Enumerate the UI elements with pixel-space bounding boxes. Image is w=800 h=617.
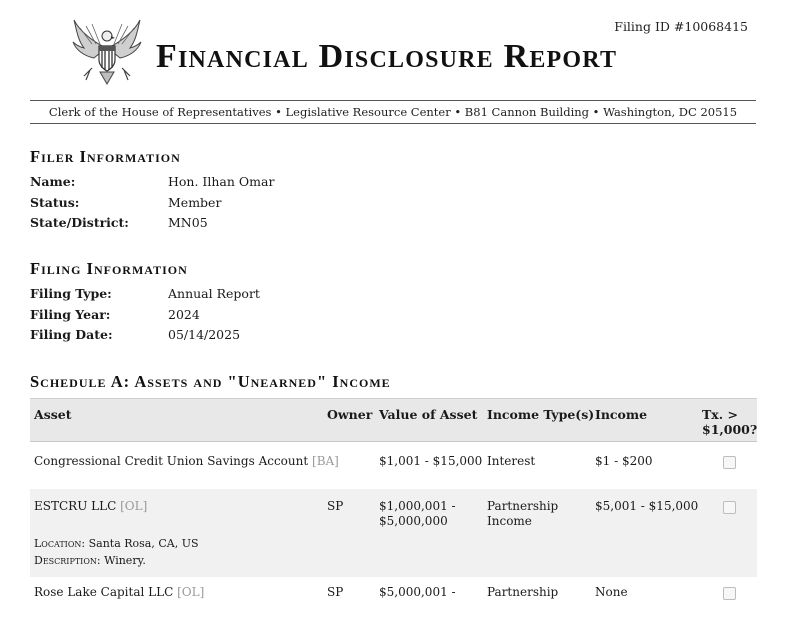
asset-name-text: ESTCRU LLC [34, 499, 117, 513]
income-type-cell: Partnership [487, 585, 559, 599]
eagle-seal-icon [70, 18, 144, 88]
value-cell: $1,001 - $15,000 [379, 454, 483, 468]
tx-checkbox[interactable] [723, 587, 736, 600]
filing-type-value: Annual Report [168, 286, 260, 301]
filing-year-label: Filing Year: [30, 306, 111, 322]
col-value: Value of Asset [379, 407, 478, 422]
description-label: Description: [34, 554, 101, 567]
filing-type-label: Filing Type: [30, 286, 112, 301]
district-label: State/District: [30, 215, 129, 230]
asset-name-text: Congressional Credit Union Savings Account [34, 454, 309, 468]
filing-year-value: 2024 [168, 306, 200, 322]
tx-checkbox[interactable] [723, 501, 736, 514]
schedule-a-heading: Schedule A: Assets and "Unearned" Income [30, 372, 391, 391]
owner-cell: SP [327, 585, 344, 599]
value-line2: $5,000,000 [379, 514, 448, 528]
filer-info-heading: Filer Information [30, 147, 181, 166]
income-cell: $5,001 - $15,000 [595, 499, 699, 513]
asset-code: [OL] [177, 585, 205, 599]
income-cell: $1 - $200 [595, 454, 653, 468]
page-title: Financial Disclosure Report [156, 38, 618, 75]
filing-date-value: 05/14/2025 [168, 327, 241, 342]
status-label: Status: [30, 194, 80, 210]
asset-code: [OL] [120, 499, 148, 513]
owner-cell: SP [327, 499, 344, 513]
col-income-type: Income Type(s) [487, 407, 595, 422]
asset-location [34, 536, 199, 551]
asset-description [34, 553, 146, 568]
table-row [30, 577, 757, 617]
income-type-cell [487, 499, 558, 529]
asset-name-text: Rose Lake Capital LLC [34, 585, 174, 599]
income-type-line2: Income [487, 514, 532, 528]
value-cell: $5,000,001 - [379, 585, 456, 599]
asset-code: [BA] [312, 454, 339, 468]
status-value: Member [168, 194, 222, 210]
col-owner: Owner [327, 407, 373, 422]
filing-date-label: Filing Date: [30, 327, 113, 342]
asset-name [34, 585, 204, 600]
assets-table [30, 398, 757, 617]
col-tx-line1: Tx. > [702, 407, 738, 422]
value-cell [379, 499, 456, 529]
name-label: Name: [30, 174, 76, 189]
col-tx [702, 407, 757, 437]
address-bar: Clerk of the House of Representatives • Legislative Resource Center • B81 Cannon Building • Washington, DC 20515 [30, 100, 756, 124]
col-income: Income [595, 407, 648, 422]
income-type-cell: Interest [487, 454, 536, 468]
location-value: Santa Rosa, CA, US [88, 537, 199, 550]
income-type-line1: Partnership [487, 499, 559, 513]
name-value: Hon. Ilhan Omar [168, 174, 275, 189]
table-header [30, 398, 757, 442]
col-asset: Asset [34, 407, 72, 422]
location-label: Location: [34, 537, 86, 550]
asset-name [34, 499, 147, 514]
col-tx-line2: $1,000? [702, 422, 758, 437]
filing-info-heading: Filing Information [30, 259, 188, 278]
description-value: Winery. [104, 554, 146, 567]
income-cell: None [595, 585, 628, 599]
table-row [30, 442, 757, 489]
tx-checkbox[interactable] [723, 456, 736, 469]
filing-id: Filing ID #10068415 [614, 19, 748, 34]
district-value: MN05 [168, 215, 208, 230]
table-row [30, 489, 757, 577]
value-line1: $1,000,001 - [379, 499, 456, 513]
asset-name [34, 454, 339, 469]
